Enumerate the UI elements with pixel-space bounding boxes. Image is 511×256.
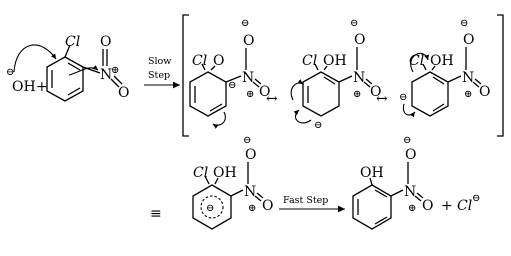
carbanion-charge: ⊖: [314, 120, 323, 131]
meisenheimer-resonance-structure-2: [302, 18, 381, 131]
nitrogen-label: N: [462, 70, 475, 86]
nitrogen-label: N: [242, 70, 255, 86]
oxygen-label: O: [213, 53, 225, 69]
nitrogen-label: N: [353, 70, 366, 86]
chlorine-label: Cl: [192, 53, 208, 69]
electron-shift-arrow: [403, 104, 415, 115]
oxygen-charge: ⊖: [350, 18, 359, 29]
right-bracket: [497, 15, 503, 136]
oxygen-label: O: [405, 147, 417, 163]
nitrogen-label: N: [404, 184, 417, 200]
oxygen-label: O: [118, 85, 130, 101]
chlorine-label: Cl: [302, 53, 318, 69]
oxygen-label: O: [100, 34, 112, 50]
oxygen-charge: ⊖: [243, 135, 252, 146]
oxygen-label: O: [463, 32, 475, 48]
ring-double-bond: [375, 190, 387, 197]
hydroxide-label: OH: [12, 79, 36, 95]
carbanion-charge: ⊖: [228, 80, 237, 91]
c-n-bond: [231, 190, 243, 196]
identical-sign: ≡: [150, 206, 162, 222]
oxygen-label: O: [370, 84, 382, 100]
benzene-ring: [353, 185, 391, 229]
electron-shift-arrow: [296, 110, 311, 123]
nitrogen-charge: ⊕: [353, 89, 362, 100]
electron-shift-arrow: [213, 112, 225, 125]
oxygen-charge: ⊖: [460, 18, 469, 29]
oxygen-label: O: [422, 198, 434, 214]
slow-step-label: Slow: [148, 56, 172, 67]
nucleophilic-attack-arrow: [14, 45, 56, 72]
plus-sign: +: [36, 79, 48, 95]
chloride-charge: ⊖: [472, 193, 481, 204]
c-n-bond: [391, 190, 403, 196]
chlorine-label: Cl: [409, 53, 425, 69]
meisenheimer-resonance-structure-3: [399, 18, 490, 116]
hydroxide-ion: [6, 67, 36, 95]
c-n-bond: [448, 76, 461, 82]
ring: [412, 72, 448, 116]
chlorine-label: Cl: [65, 34, 81, 50]
plus-sign: +: [441, 198, 453, 214]
ring-double-bond: [433, 104, 444, 111]
carbanion-charge: ⊖: [399, 92, 408, 103]
resonance-arrow: ↔: [376, 91, 388, 107]
nitrogen-charge: ⊕: [248, 203, 257, 214]
oxygen-charge: ⊖: [241, 18, 250, 29]
chloride-ion: [457, 193, 480, 214]
fast-step-label: Fast Step: [283, 195, 329, 206]
hydroxyl-label: OH: [323, 53, 347, 69]
oxygen-label: O: [259, 84, 271, 100]
resonance-arrow: ↔: [266, 91, 278, 107]
ring-double-bond: [324, 77, 335, 84]
oxygen-label: O: [262, 198, 274, 214]
chloronitrobenzene: [47, 34, 129, 101]
oxygen-label: O: [479, 84, 491, 100]
chloride-label: Cl: [457, 198, 473, 214]
oxygen-label: O: [245, 147, 257, 163]
oxygen-label: O: [243, 33, 255, 49]
slow-step-label: Step: [148, 70, 171, 81]
c-n-bond: [339, 76, 352, 82]
nitrogen-label: N: [244, 184, 257, 200]
left-bracket: [183, 15, 189, 136]
chlorine-label: Cl: [193, 165, 209, 181]
delocalized-intermediate: [193, 135, 273, 229]
nitrogen-charge: ⊕: [464, 89, 473, 100]
hydroxide-charge: ⊖: [6, 67, 15, 78]
oxygen-charge: ⊖: [403, 135, 412, 146]
hydroxyl-label: OH: [430, 53, 454, 69]
nitrogen-label: N: [100, 67, 113, 83]
meisenheimer-resonance-structure-1: [190, 18, 270, 116]
nitrogen-charge: ⊕: [408, 203, 417, 214]
ring-charge: ⊖: [206, 203, 215, 214]
nitrogen-charge: ⊕: [246, 89, 255, 100]
oxygen-label: O: [354, 32, 366, 48]
nitrogen-charge: ⊕: [111, 65, 120, 76]
nitrophenol-product: [353, 135, 433, 229]
hydroxyl-label: OH: [360, 165, 384, 181]
ring-double-bond: [375, 217, 387, 224]
hydroxyl-label: OH: [213, 165, 237, 181]
ring-double-bond: [433, 77, 444, 84]
electron-shift-arrow: [291, 83, 303, 100]
